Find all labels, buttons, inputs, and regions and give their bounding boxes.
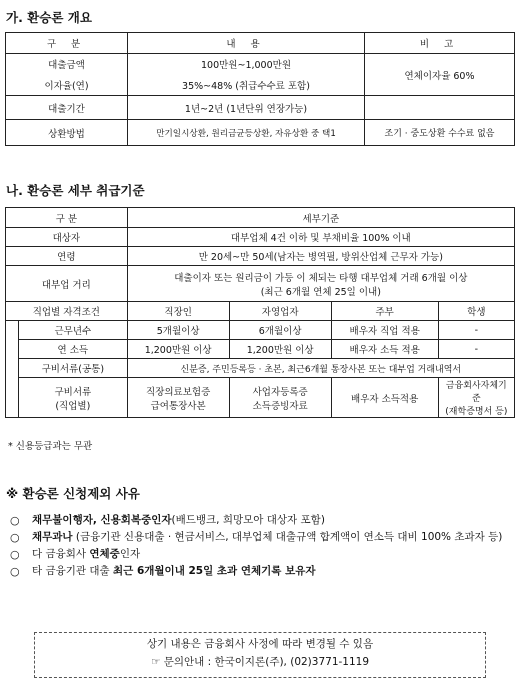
exclusion-list	[10, 512, 510, 580]
header-category: 구 분	[6, 208, 128, 228]
row-content: 100만원~1,000만원	[128, 54, 365, 75]
exclusion-item	[10, 563, 510, 580]
exclusion-pre: 다 금융회사	[32, 548, 90, 560]
exclusion-rest: (금융기관 신용대출 · 현금서비스, 대부업체 대출규액 합계액이 연소득 대비 100% 초과자 등)	[72, 531, 503, 543]
docs-common-value: 신분증, 주민등록등 · 초본, 최근6개월 통장사본 또는 대부업 거래내역서	[127, 359, 514, 378]
docs-common-label: 구비서류(공통)	[19, 359, 128, 378]
exclusion-text	[32, 529, 502, 546]
service-cell: 배우자 직업 적용	[331, 321, 438, 340]
footer-line2: ☞ 문의안내 : 한국이지론(주), (02)3771-1119	[150, 656, 370, 668]
row-content: 1년~2년 (1년단위 연장가능)	[128, 96, 365, 120]
exclusion-item	[10, 546, 510, 563]
row-label: 이자율(연)	[6, 75, 128, 96]
row-note: 조기 · 중도상환 수수료 없음	[365, 120, 515, 146]
age-value: 만 20세~만 50세(남자는 병역필, 방위산업체 근무자 가능)	[127, 247, 514, 266]
exclusion-title: ※ 환승론 신청제외 사유	[6, 486, 140, 501]
exclusion-bold: 최근 6개월이내 25일 초과 연체기록 보유자	[113, 565, 316, 577]
target-label: 대상자	[6, 228, 128, 247]
job-col-header: 직장인	[127, 302, 229, 321]
row-content: 만기일시상환, 원리금균등상환, 자유상환 중 택1	[128, 120, 365, 146]
credit-note: * 신용등급과는 무관	[8, 441, 93, 452]
docs-job-label-line2: (직업별)	[55, 400, 91, 412]
row-label: 대출기간	[6, 96, 128, 120]
circle-bullet-icon: ○	[10, 548, 20, 561]
exclusion-item	[10, 512, 510, 529]
target-value: 대부업체 4건 이하 및 부채비율 100% 이내	[127, 228, 514, 247]
row-label: 상환방법	[6, 120, 128, 146]
docs-job-line1: 금융회사자체기준	[445, 381, 507, 404]
header-category: 구 분	[6, 33, 128, 54]
job-spacer	[6, 321, 19, 418]
docs-job-cell	[229, 378, 331, 418]
overview-table	[5, 32, 515, 146]
distance-value	[127, 266, 514, 302]
header-criteria: 세부기준	[127, 208, 514, 228]
docs-job-cell	[438, 378, 514, 418]
exclusion-pre: 타 금융기관 대출	[32, 565, 114, 577]
docs-job-cell	[127, 378, 229, 418]
exclusion-rest: 인자	[119, 548, 141, 560]
job-col-header: 주부	[331, 302, 438, 321]
exclusion-bold: 채무과나	[32, 531, 73, 543]
row-note	[365, 96, 515, 120]
service-cell: 6개월이상	[229, 321, 331, 340]
exclusion-item	[10, 529, 510, 546]
docs-job-cell	[331, 378, 438, 418]
circle-bullet-icon: ○	[10, 565, 20, 578]
row-note: 연체이자율 60%	[365, 54, 515, 96]
section2-title: 나. 환승론 세부 취급기준	[6, 183, 145, 198]
docs-job-line1: 사업자등록증	[252, 386, 308, 398]
job-col-header: 자영업자	[229, 302, 331, 321]
income-cell: -	[438, 340, 514, 359]
docs-job-line2: 급여통장사본	[150, 400, 206, 412]
exclusion-text	[32, 512, 325, 529]
exclusion-rest: (배드뱅크, 희망모아 대상자 포함)	[171, 514, 325, 526]
exclusion-text	[32, 546, 140, 563]
exclusion-bold: 채무불이행자, 신용회복중인자	[32, 514, 172, 526]
job-col-header: 학생	[438, 302, 514, 321]
docs-job-label-line1: 구비서류	[54, 386, 92, 398]
service-cell: 5개월이상	[127, 321, 229, 340]
circle-bullet-icon: ○	[10, 514, 20, 527]
circle-bullet-icon: ○	[10, 531, 20, 544]
header-content: 내 용	[128, 33, 365, 54]
income-cell: 배우자 소득 적용	[331, 340, 438, 359]
job-header-label: 직업별 자격조건	[6, 302, 128, 321]
distance-label: 대부업 거리	[6, 266, 128, 302]
income-label: 연 소득	[19, 340, 128, 359]
docs-job-line1: 배우자 소득적용	[351, 393, 419, 405]
service-cell: -	[438, 321, 514, 340]
exclusion-bold: 연체중	[89, 548, 120, 560]
criteria-table	[5, 207, 515, 418]
distance-line2: (최근 6개월 연체 25일 이내)	[260, 286, 381, 298]
header-remark: 비 고	[365, 33, 515, 54]
row-label: 대출금액	[6, 54, 128, 75]
exclusion-text	[32, 563, 316, 580]
footer-notice-box	[34, 632, 486, 678]
service-label: 근무년수	[19, 321, 128, 340]
docs-job-line1: 직장의료보험증	[146, 386, 211, 398]
age-label: 연령	[6, 247, 128, 266]
docs-job-line2: (재학증명서 등)	[445, 407, 508, 417]
income-cell: 1,200만원 이상	[127, 340, 229, 359]
row-content: 35%~48% (취급수수료 포함)	[128, 75, 365, 96]
docs-job-label	[19, 378, 128, 418]
income-cell: 1,200만원 이상	[229, 340, 331, 359]
distance-line1: 대출이자 또는 원리금이 가등 이 체되는 타행 대부업체 거래 6개월 이상	[174, 272, 468, 284]
section1-title: 가. 환승론 개요	[6, 10, 92, 25]
footer-line1: 상기 내용은 금융회사 사정에 따라 변경될 수 있음	[146, 638, 374, 650]
docs-job-line2: 소득증빙자료	[252, 400, 308, 412]
